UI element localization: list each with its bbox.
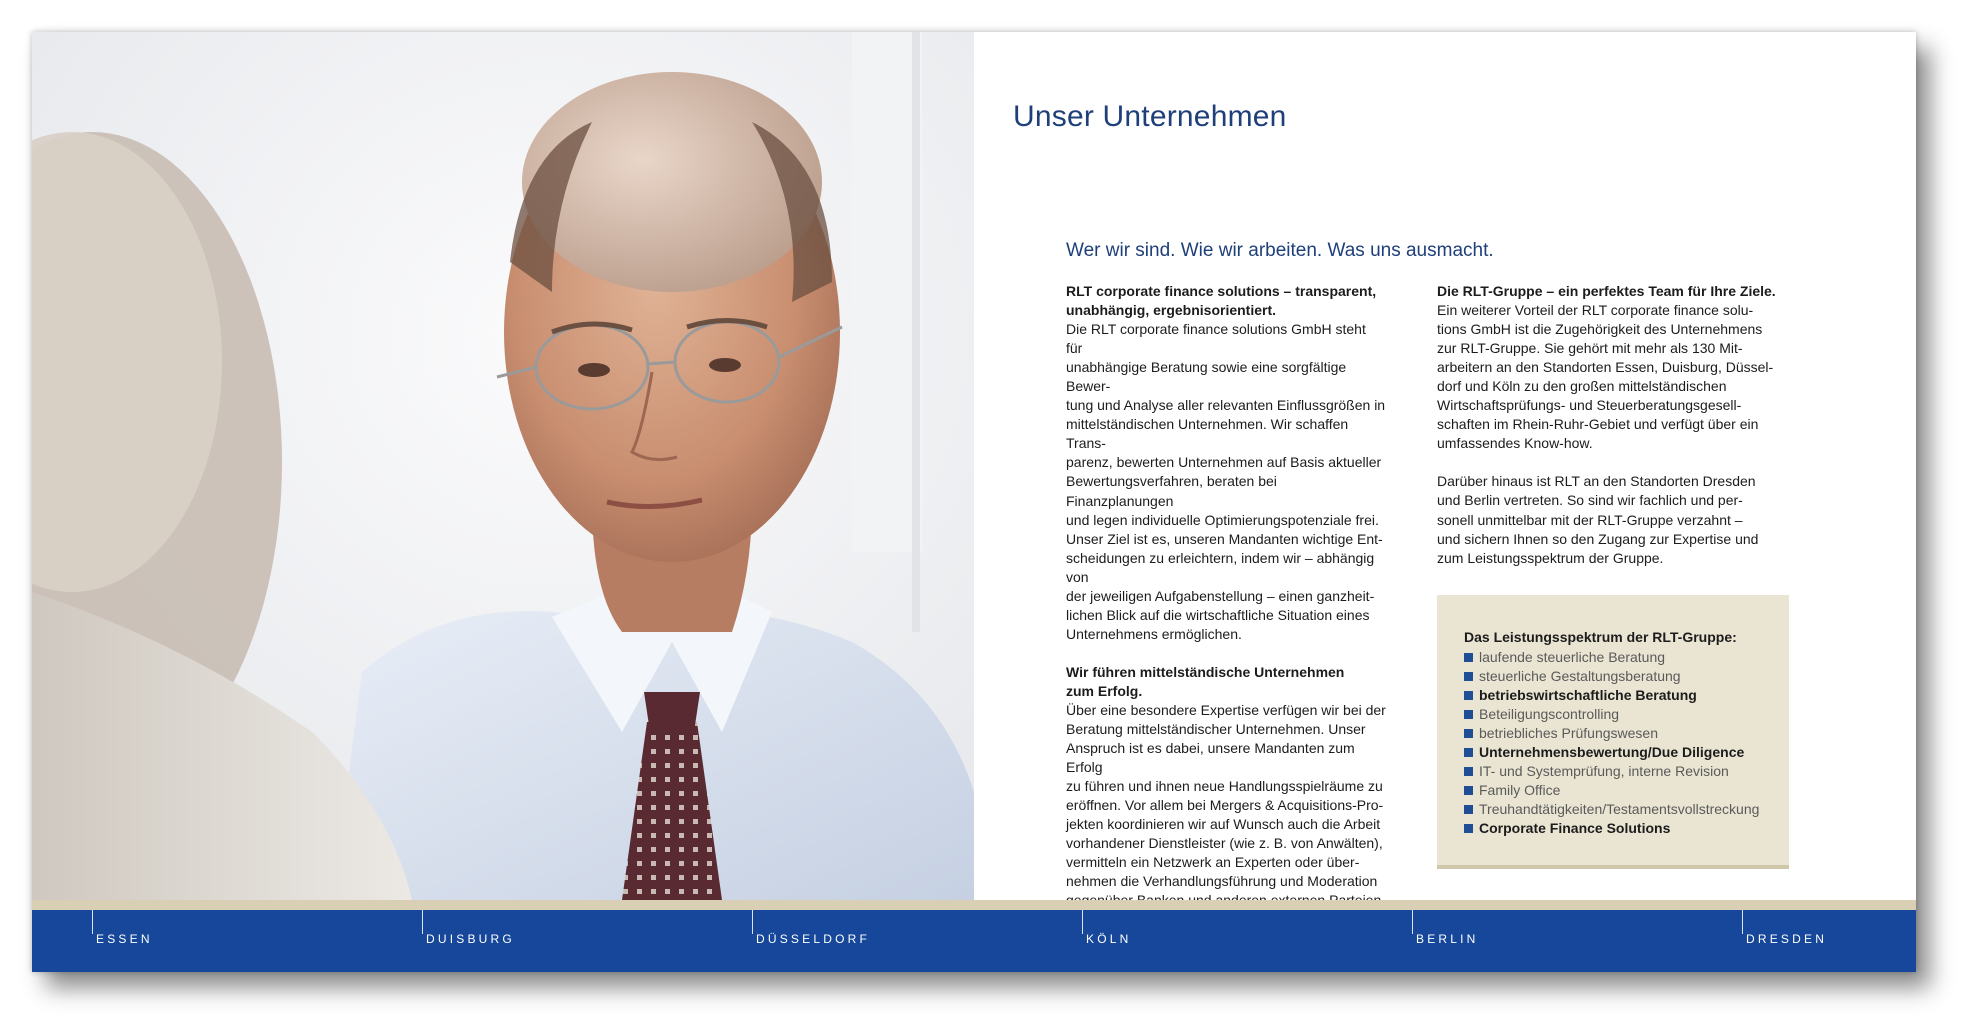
left-text-column	[1066, 282, 1386, 911]
paragraph-heading: Wir führen mittelständische Unternehmen	[1066, 663, 1345, 680]
brochure-spread	[32, 32, 1916, 972]
square-bullet-icon	[1464, 786, 1473, 795]
service-item-label: steuerliche Gestaltungsberatung	[1479, 668, 1681, 684]
square-bullet-icon	[1464, 805, 1473, 814]
service-item-label: laufende steuerliche Beratung	[1479, 649, 1666, 665]
service-item	[1464, 686, 1759, 705]
service-item-label: Unternehmensbewertung/Due Diligence	[1479, 744, 1745, 760]
service-item-label: Family Office	[1479, 782, 1561, 798]
services-box	[1437, 595, 1789, 869]
city-tick	[1082, 910, 1083, 934]
text-line: Unser Ziel ist es, unseren Mandanten wichtige Ent-	[1066, 530, 1383, 547]
city-label: KÖLN	[1086, 932, 1132, 946]
text-line: Bewertungsverfahren, beraten bei Finanzplanungen	[1066, 473, 1277, 509]
text-line: nehmen die Verhandlungsführung und Moderation	[1066, 873, 1378, 890]
text-line: Unternehmens ermöglichen.	[1066, 625, 1242, 642]
text-line: lichen Blick auf die wirtschaftliche Situation eines	[1066, 606, 1370, 623]
square-bullet-icon	[1464, 824, 1473, 833]
text-line: zum Leistungsspektrum der Gruppe.	[1437, 549, 1664, 566]
service-item	[1464, 724, 1759, 743]
city-label: ESSEN	[96, 932, 153, 946]
paragraph-heading: unabhängig, ergebnisorientiert.	[1066, 302, 1277, 319]
service-item-label: IT- und Systemprüfung, interne Revision	[1479, 763, 1729, 779]
city-tick	[1742, 910, 1743, 934]
service-item-label: betriebliches Prüfungswesen	[1479, 725, 1658, 741]
square-bullet-icon	[1464, 748, 1473, 757]
text-line: tung und Analyse aller relevanten Einflussgrößen in	[1066, 397, 1386, 414]
text-line: dorf und Köln zu den großen mittelständischen	[1437, 378, 1727, 395]
city-label: BERLIN	[1416, 932, 1479, 946]
services-list	[1464, 648, 1759, 838]
paragraph-heading: Die RLT-Gruppe – ein perfektes Team für Ihre Ziele.	[1437, 283, 1776, 299]
text-line: Beratung mittelständischer Unternehmen. Unser	[1066, 721, 1366, 738]
text-line: Anspruch ist es dabei, unsere Mandanten zum Erfolg	[1066, 740, 1355, 776]
service-item-label: Treuhandtätigkeiten/Testamentsvollstreckung	[1479, 801, 1760, 817]
service-item-label: betriebswirtschaftliche Beratung	[1479, 687, 1697, 703]
service-item	[1464, 648, 1759, 667]
square-bullet-icon	[1464, 653, 1473, 662]
city-tick	[1412, 910, 1413, 934]
page-title: Unser Unternehmen	[1013, 100, 1287, 133]
right-text-column	[1437, 282, 1782, 568]
text-line: der jeweiligen Aufgabenstellung – einen ganzheit-	[1066, 587, 1375, 604]
text-line: Über eine besondere Expertise verfügen wir bei der	[1066, 701, 1386, 718]
text-line: mittelständischen Unternehmen. Wir schaffen Trans-	[1066, 416, 1349, 452]
city-tick	[752, 910, 753, 934]
city-label: DÜSSELDORF	[756, 932, 871, 946]
text-line: vermitteln ein Netzwerk an Experten oder über-	[1066, 854, 1360, 871]
text-line: jekten koordinieren wir auf Wunsch auch die Arbeit	[1066, 816, 1381, 833]
band-accent-line	[32, 900, 1916, 910]
text-line: parenz, bewerten Unternehmen auf Basis aktueller	[1066, 454, 1382, 471]
text-line: und Berlin vertreten. So sind wir fachlich und per-	[1437, 492, 1743, 509]
square-bullet-icon	[1464, 710, 1473, 719]
service-item	[1464, 800, 1759, 819]
square-bullet-icon	[1464, 691, 1473, 700]
service-item	[1464, 743, 1759, 762]
text-line: Die RLT corporate finance solutions GmbH steht für	[1066, 321, 1366, 357]
text-line: tions GmbH ist die Zugehörigkeit des Unternehmens	[1437, 321, 1763, 338]
service-item	[1464, 667, 1759, 686]
service-item	[1464, 781, 1759, 800]
city-tick	[422, 910, 423, 934]
text-line: Wirtschaftsprüfungs- und Steuerberatungsgesell-	[1437, 397, 1742, 414]
paragraph-heading: zum Erfolg.	[1066, 682, 1143, 699]
service-item-label: Corporate Finance Solutions	[1479, 820, 1671, 836]
text-line: und legen individuelle Optimierungspotenziale frei.	[1066, 511, 1379, 528]
text-line: vorhandener Dienstleister (wie z. B. von Anwälten),	[1066, 835, 1383, 852]
square-bullet-icon	[1464, 767, 1473, 776]
service-item-label: Beteiligungscontrolling	[1479, 706, 1620, 722]
text-line: schaften im Rhein-Ruhr-Gebiet und verfügt über ein	[1437, 416, 1759, 433]
square-bullet-icon	[1464, 729, 1473, 738]
text-line: sonell unmittelbar mit der RLT-Gruppe verzahnt –	[1437, 511, 1743, 528]
service-item	[1464, 762, 1759, 781]
city-label: DRESDEN	[1746, 932, 1828, 946]
text-line: unabhängige Beratung sowie eine sorgfältige Bewer-	[1066, 359, 1347, 395]
text-line: Ein weiterer Vorteil der RLT corporate finance solu-	[1437, 302, 1754, 319]
text-line: eröffnen. Vor allem bei Mergers & Acquisitions-Pro-	[1066, 797, 1384, 814]
city-tick	[92, 910, 93, 934]
text-line: und sichern Ihnen so den Zugang zur Expertise und	[1437, 530, 1759, 547]
section-subtitle: Wer wir sind. Wie wir arbeiten. Was uns ausmacht.	[1066, 240, 1494, 261]
service-item	[1464, 819, 1759, 838]
city-band	[32, 910, 1916, 972]
text-line: arbeitern an den Standorten Essen, Duisburg, Düssel-	[1437, 359, 1774, 376]
city-label: DUISBURG	[426, 932, 515, 946]
text-line: Darüber hinaus ist RLT an den Standorten Dresden	[1437, 473, 1756, 490]
text-line: umfassendes Know-how.	[1437, 435, 1593, 452]
square-bullet-icon	[1464, 672, 1473, 681]
text-line: zur RLT-Gruppe. Sie gehört mit mehr als 130 Mit-	[1437, 340, 1743, 357]
portrait-photo	[32, 32, 974, 900]
paragraph-heading: RLT corporate finance solutions – transparent,	[1066, 283, 1377, 299]
services-box-title: Das Leistungsspektrum der RLT-Gruppe:	[1464, 629, 1737, 645]
portrait-illustration	[32, 32, 974, 900]
service-item	[1464, 705, 1759, 724]
text-line: scheidungen zu erleichtern, indem wir – abhängig von	[1066, 549, 1375, 585]
text-line: zu führen und ihnen neue Handlungsspielräume zu	[1066, 778, 1383, 795]
